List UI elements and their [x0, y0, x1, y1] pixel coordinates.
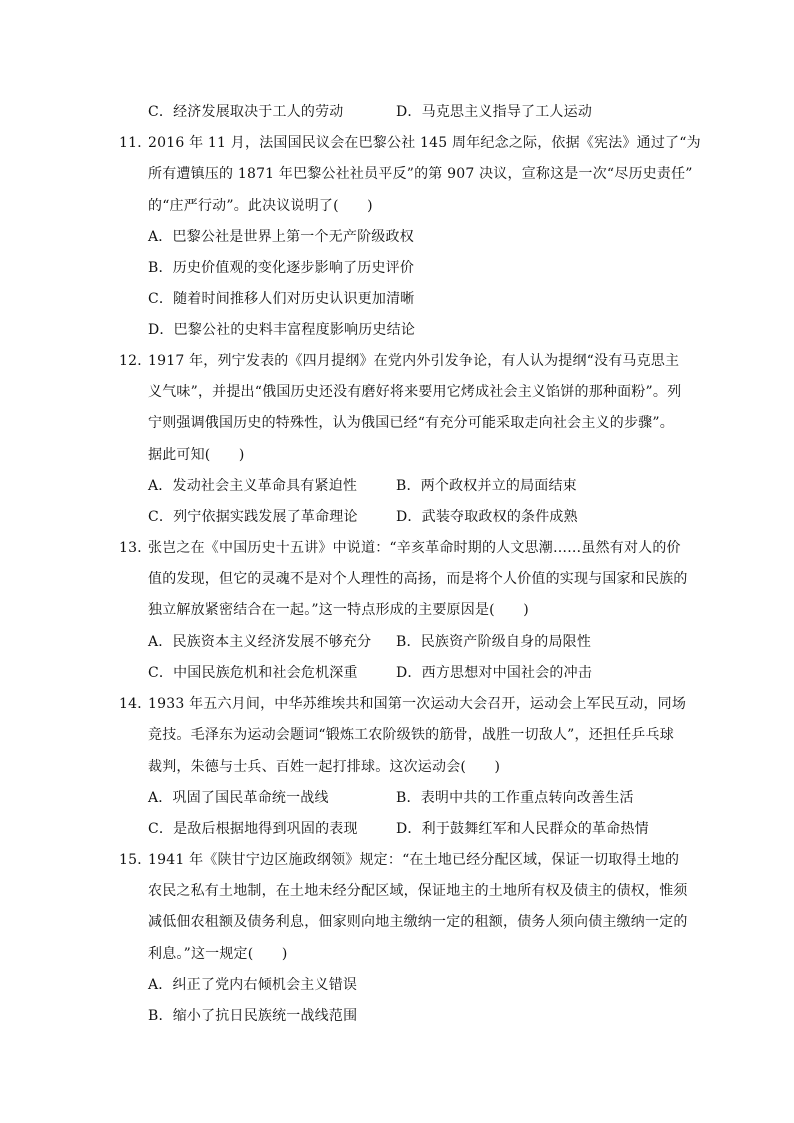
q12-stem-line: 义气味”，并提出“俄国历史还没有磨好将来要用它烤成社会主义馅饼的那种面粉”。列 [148, 384, 682, 400]
q14-option-d: D．利于鼓舞红军和人民群众的革命热情 [396, 821, 649, 837]
q15-stem-line: 农民之私有土地制，在土地未经分配区域，保证地主的土地所有权及债主的债权，惟须 [148, 883, 688, 899]
q15-option-b: B．缩小了抗日民族统一战线范围 [148, 1008, 358, 1024]
q10-option-d: D．马克思主义指导了工人运动 [396, 104, 593, 120]
q13-stem-line: 独立解放紧密结合在一起。”这一特点形成的主要原因是( ) [148, 602, 529, 618]
q11-stem-line: 的“庄严行动”。此决议说明了( ) [148, 198, 373, 214]
q15-option-a: A．纠正了党内右倾机会主义错误 [148, 977, 358, 993]
q10-option-c: C．经济发展取决于工人的劳动 [148, 104, 344, 120]
q15-stem-line: 减低佃农租额及债务利息，佃家则向地主缴纳一定的租额，债务人须向债主缴纳一定的 [148, 914, 688, 930]
q11-option-c: C．随着时间推移人们对历史认识更加清晰 [148, 291, 415, 307]
q14-option-a: A．巩固了国民革命统一战线 [148, 790, 329, 806]
q12-option-b: B．两个政权并立的局面结束 [396, 478, 577, 494]
q13-option-a: A．民族资本主义经济发展不够充分 [148, 634, 372, 650]
q12-option-a: A．发动社会主义革命具有紧迫性 [148, 478, 358, 494]
q14-stem-line: 1933 年五六月间，中华苏维埃共和国第一次运动大会召开，运动会上军民互动，同场 [148, 696, 687, 712]
q12-stem-line: 宁则强调俄国历史的特殊性，认为俄国已经“有充分可能采取走向社会主义的步骤”。 [148, 415, 674, 431]
q11-stem-line: 所有遭镇压的 1871 年巴黎公社社员平反”的第 907 决议，宣称这是一次“尽历史责任” [148, 166, 693, 182]
q13-option-b: B．民族资产阶级自身的局限性 [396, 634, 592, 650]
q12-option-d: D．武装夺取政权的条件成熟 [396, 509, 578, 525]
q11-option-d: D．巴黎公社的史料丰富程度影响历史结论 [148, 322, 416, 338]
q14-stem-line: 裁判，朱德与士兵、百姓一起打排球。这次运动会( ) [148, 759, 501, 775]
q15-stem-line: 1941 年《陕甘宁边区施政纲领》规定：“在土地已经分配区域，保证一切取得土地的 [148, 852, 680, 868]
q14-number: 14． [119, 696, 152, 712]
q12-stem-line: 1917 年，列宁发表的《四月提纲》在党内外引发争论，有人认为提纲“没有马克思主 [148, 353, 680, 369]
q14-option-c: C．是敌后根据地得到巩固的表现 [148, 821, 358, 837]
q15-number: 15． [119, 852, 152, 868]
q11-number: 11． [119, 135, 152, 151]
q11-stem-line: 2016 年 11 月，法国国民议会在巴黎公社 145 周年纪念之际，依据《宪法》通过了“为 [148, 135, 701, 151]
q14-option-b: B．表明中共的工作重点转向改善生活 [396, 790, 634, 806]
q11-option-b: B．历史价值观的变化逐步影响了历史评价 [148, 260, 415, 276]
q12-stem-line: 据此可知( ) [148, 447, 245, 463]
q15-stem-line: 利息。”这一规定( ) [148, 946, 288, 962]
q13-stem-line: 张岂之在《中国历史十五讲》中说道：“辛亥革命时期的人文思潮……虽然有对人的价 [148, 540, 681, 556]
q13-stem-line: 值的发现，但它的灵魂不是对个人理性的高扬，而是将个人价值的实现与国家和民族的 [148, 571, 688, 587]
q12-option-c: C．列宁依据实践发展了革命理论 [148, 509, 358, 525]
q13-number: 13． [119, 540, 152, 556]
q11-option-a: A．巴黎公社是世界上第一个无产阶级政权 [148, 229, 414, 245]
q13-option-c: C．中国民族危机和社会危机深重 [148, 665, 358, 681]
q14-stem-line: 竞技。毛泽东为运动会题词“锻炼工农阶级铁的筋骨，战胜一切敌人”，还担任乒乓球 [148, 727, 674, 743]
q12-number: 12． [119, 353, 152, 369]
q13-option-d: D．西方思想对中国社会的冲击 [396, 665, 593, 681]
